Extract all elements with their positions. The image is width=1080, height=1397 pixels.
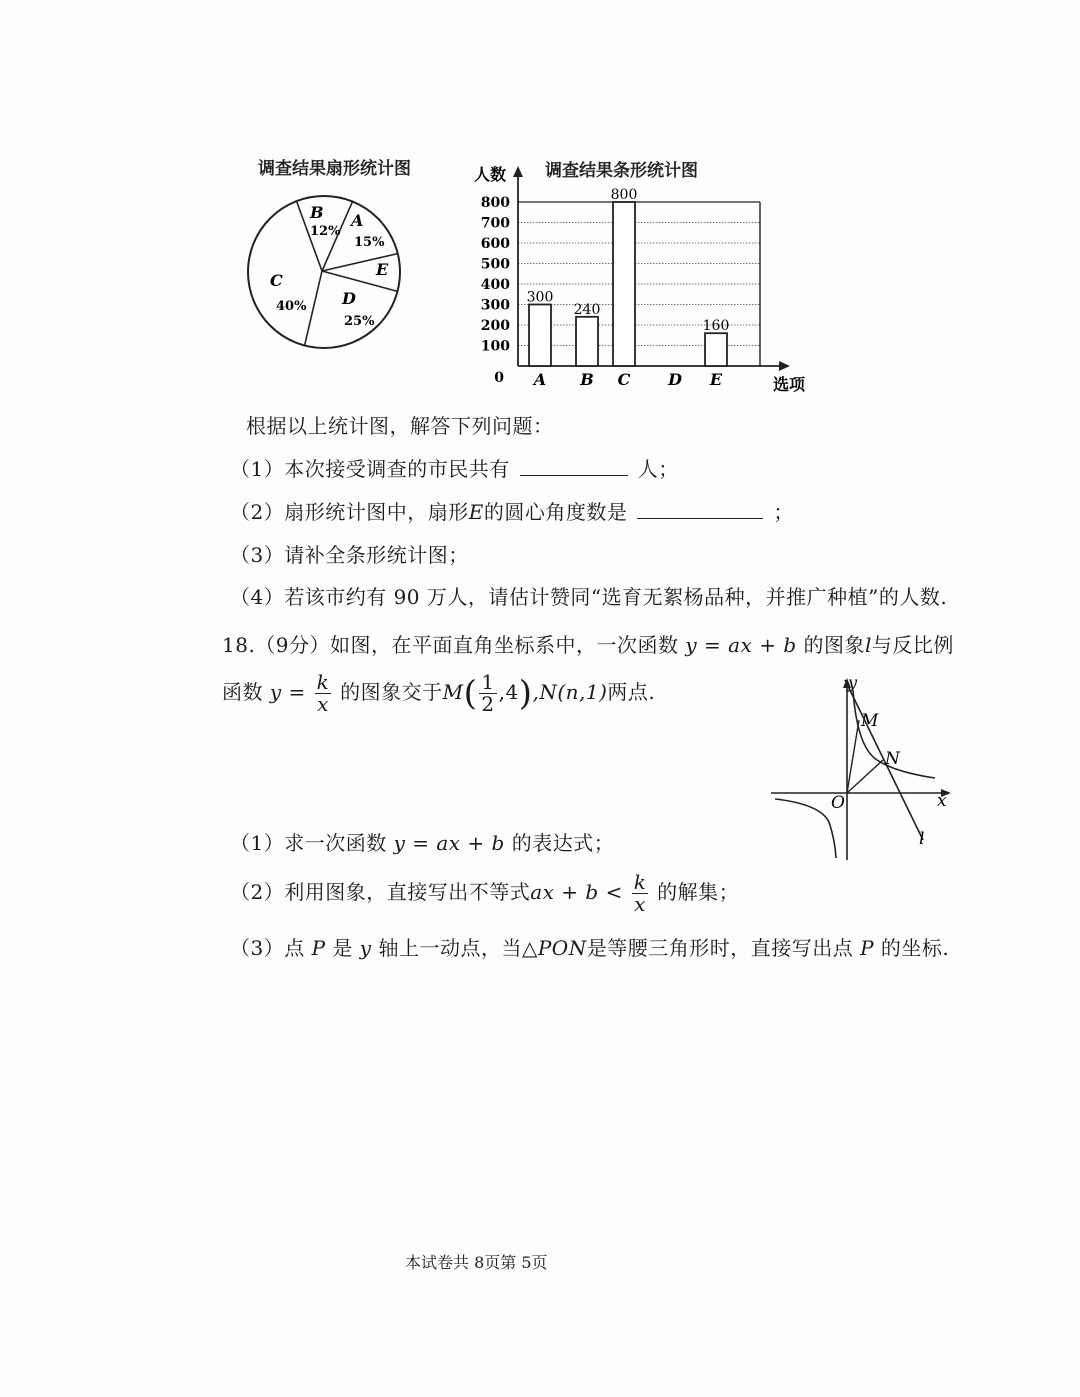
bar-y-arrow-icon <box>513 166 523 177</box>
pie-chart-title: 调查结果扇形统计图 <box>258 159 411 179</box>
q18-sub3-y: y <box>359 936 372 960</box>
page-footer: 本试卷共 8页第 5页 <box>405 1253 548 1272</box>
q18-sub3-d: 是等腰三角形时，直接写出点 <box>586 936 854 960</box>
q18-line2-b: 的图象交于 <box>340 680 443 704</box>
right-paren: ) <box>518 673 533 714</box>
q18-sub2-a: （2）利用图象，直接写出不等式 <box>230 880 531 904</box>
segment-on <box>847 760 883 793</box>
q17-part1 <box>230 453 679 482</box>
q18-line1-eq: y = ax + b <box>685 633 797 657</box>
q17-var-e: E <box>468 500 484 524</box>
q18-line2-a: 函数 <box>222 680 263 704</box>
point-n-args: (n,1) <box>557 680 608 704</box>
q17-part4: （4）若该市约有 90 万人，请估计赞同“选育无絮杨品种，并推广种植”的人数. <box>230 585 948 609</box>
q18-sub1-eq: y = ax + b <box>393 831 505 855</box>
graph-label-y: y <box>848 673 858 692</box>
q18-sub3-b: 是 <box>332 936 353 960</box>
segment-om <box>847 720 859 793</box>
bar-category-label-D: D <box>668 370 682 389</box>
bar-ytick-label: 500 <box>480 256 510 273</box>
q18-sub3-pon: PON <box>537 936 587 960</box>
q18-line2 <box>222 672 655 715</box>
q18-sub2-eq: ax + b < <box>530 880 623 904</box>
q18-line1-b: 的图象 <box>803 633 865 657</box>
pie-slice-percent-C: 40% <box>276 299 307 314</box>
fraction-k-over-x-2 <box>632 872 649 915</box>
frac2-den: x <box>634 892 646 916</box>
bar-chart <box>468 160 828 400</box>
pie-slice-label-B: B <box>310 203 324 222</box>
answer-blank-2[interactable] <box>637 517 763 519</box>
q18-sub2 <box>230 872 739 915</box>
q17-part3: （3）请补全条形统计图； <box>230 543 469 567</box>
q18-sub2-b: 的解集； <box>657 880 740 904</box>
line-l <box>845 680 923 840</box>
bar-ytick-label: 700 <box>480 215 510 232</box>
bar-C <box>613 202 635 366</box>
bar-ytick-label: 800 <box>480 195 510 211</box>
pie-slice-label-A: A <box>351 211 364 230</box>
left-paren: ( <box>463 673 478 714</box>
bar-ytick-label: 100 <box>480 338 510 355</box>
bar-A <box>529 305 551 367</box>
frac2-num: k <box>633 870 647 894</box>
q18-sub1-b: 的表达式； <box>511 831 615 855</box>
bar-xlabel: 选项 <box>773 375 806 394</box>
graph-label-m: M <box>861 711 879 731</box>
q18-line1-a: 18.（9分）如图，在平面直角坐标系中，一次函数 <box>222 633 679 657</box>
bar-value-label-B: 240 <box>573 301 601 318</box>
q18-line2-y: y = <box>269 680 306 704</box>
bar-value-label-E: 160 <box>702 318 730 335</box>
q17-part2-mid: 的圆心角度数是 <box>483 500 628 524</box>
pie-slice-percent-B: 12% <box>310 224 341 239</box>
fraction-k-over-x <box>315 672 332 715</box>
fraction-half <box>479 672 496 715</box>
q17-part2-text: （2）扇形统计图中，扇形 <box>230 500 469 524</box>
graph-label-x: x <box>937 791 947 811</box>
q18-sub3-p: P <box>311 936 326 960</box>
q17-part1-text: （1）本次接受调查的市民共有 <box>230 457 510 481</box>
q17-part1-end: 人； <box>637 457 679 481</box>
q17-part2 <box>230 496 794 525</box>
q18-line1 <box>222 629 954 658</box>
q18-sub3-e: 的坐标. <box>880 936 950 960</box>
bar-category-label-B: B <box>580 370 594 389</box>
q18-sub1-a: （1）求一次函数 <box>230 831 387 855</box>
graph-label-l: l <box>919 829 925 849</box>
point-n-name: ,N <box>532 680 558 704</box>
bar-category-label-E: E <box>709 370 723 389</box>
pie-slice-label-D: D <box>342 289 356 308</box>
bar-E <box>705 333 727 366</box>
graph-label-n: N <box>885 749 900 769</box>
pie-slice-percent-A: 15% <box>354 235 385 250</box>
bar-ytick-label: 0 <box>494 370 504 386</box>
q18-sub3-a: （3）点 <box>230 936 305 960</box>
point-m-tail: ,4 <box>498 680 519 704</box>
bar-value-label-C: 800 <box>610 187 638 203</box>
bar-chart-title: 调查结果条形统计图 <box>545 161 698 181</box>
frac-half-num: 1 <box>481 670 495 694</box>
bar-x-arrow-icon <box>779 361 790 371</box>
pie-slice-percent-D: 25% <box>344 314 375 329</box>
q18-line-l: l <box>865 633 872 657</box>
q18-sub3-c: 轴上一动点，当△ <box>378 936 538 960</box>
q17-part2-end: ； <box>773 500 794 524</box>
frac-half-den: 2 <box>481 692 495 716</box>
q18-sub1 <box>230 827 614 856</box>
pie-divider-C <box>305 271 322 345</box>
q18-sub3-p2: P <box>860 936 875 960</box>
pie-chart <box>240 188 410 358</box>
q17-intro: 根据以上统计图，解答下列问题： <box>246 414 554 438</box>
frac-num: k <box>316 670 330 694</box>
bar-ylabel: 人数 <box>474 165 507 184</box>
pie-slice-label-C: C <box>270 271 283 290</box>
bar-ytick-label: 300 <box>480 297 510 314</box>
bar-ytick-label: 200 <box>480 318 510 334</box>
frac-den: x <box>317 692 329 716</box>
bar-category-label-A: A <box>533 370 547 389</box>
hyperbola-branch-2 <box>775 799 836 858</box>
q18-line1-c: 与反比例 <box>871 633 954 657</box>
bar-value-label-A: 300 <box>526 289 554 306</box>
graph-label-origin: O <box>831 793 845 813</box>
coordinate-graph <box>765 672 965 864</box>
point-m-name: M <box>442 680 464 704</box>
bar-category-label-C: C <box>617 370 631 389</box>
bar-B <box>576 317 598 366</box>
answer-blank-1[interactable] <box>520 474 628 476</box>
q18-line2-c: 两点. <box>607 680 656 704</box>
pie-slice-label-E: E <box>376 260 389 279</box>
q18-sub3 <box>230 932 949 961</box>
bar-ytick-label: 600 <box>480 236 510 252</box>
bar-ytick-label: 400 <box>480 277 510 293</box>
